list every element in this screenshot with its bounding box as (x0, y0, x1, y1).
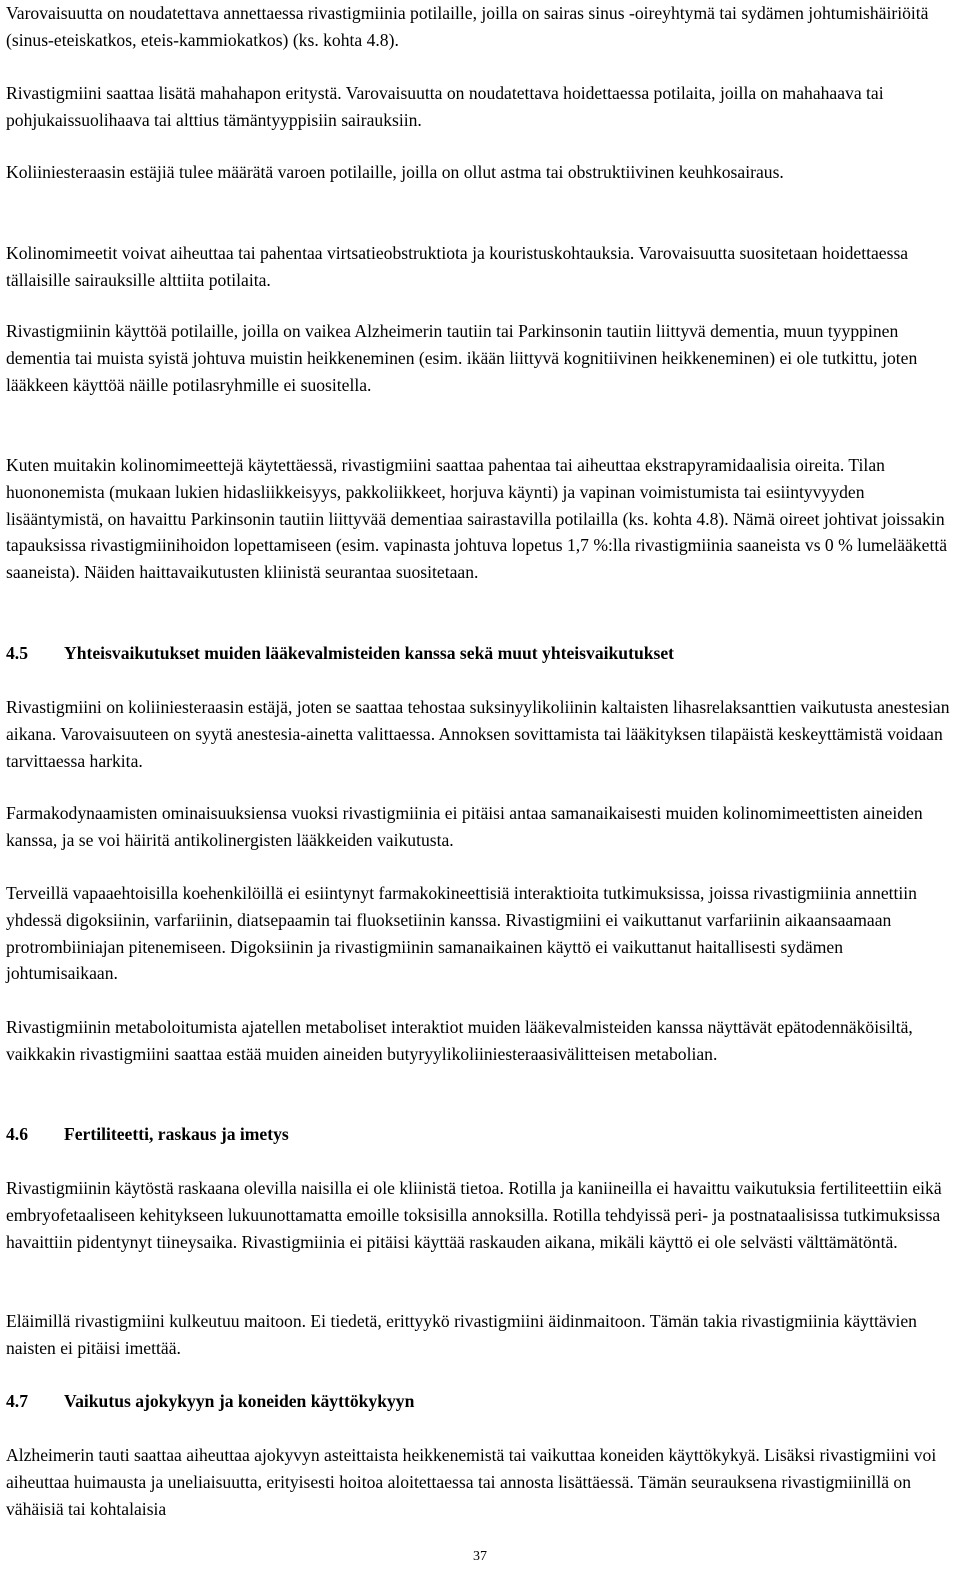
section-heading-4-5 (6, 640, 954, 667)
section-heading-4-7 (6, 1388, 954, 1415)
page-number: 37 (473, 1549, 487, 1564)
paragraph-sinus-warning: Varovaisuutta on noudatettava annettaessa rivastigmiinia potilaille, joilla on sairas sinus -oireyhtymä tai sydämen johtumishäiriöitä (sinus-eteiskatkos, eteis-kammiokatkos) (ks. kohta 4.8). (6, 3, 929, 50)
paragraph-breastfeeding: Eläimillä rivastigmiini kulkeutuu maitoon. Ei tiedetä, erittyykö rivastigmiini äidinmaitoon. Tämän takia rivastigmiinia käyttävien naisten ei pitäisi imettää. (6, 1311, 917, 1358)
section-title: Yhteisvaikutukset muiden lääkevalmisteiden kanssa sekä muut yhteisvaikutukset (64, 643, 675, 663)
section-number: 4.6 (6, 1124, 28, 1144)
paragraph-gastric-warning: Rivastigmiini saattaa lisätä mahahapon eritystä. Varovaisuutta on noudatettava hoidettaessa potilaita, joilla on mahahaava tai pohjukaissuolihaava tai alttius tämäntyyppisiin sairauksiin. (6, 83, 884, 130)
paragraph-pregnancy: Rivastigmiinin käytöstä raskaana olevilla naisilla ei ole kliinistä tietoa. Rotilla ja kaniineilla ei havaittu vaikutuksia fertiliteettiin eikä embryofetaaliseen kehitykseen lukuunottamatta emoille toksisilla annoksilla. Rotilla tehdyissä peri- ja postnataalisissa tutkimuksissa havaittiin pidentynyt tiineysaika. Rivastigmiinia ei pitäisi käyttää raskauden aikana, mikäli käyttö ei ole selvästi välttämätöntä. (6, 1178, 942, 1252)
paragraph-asthma-warning: Koliiniesteraasin estäjiä tulee määrätä varoen potilaille, joilla on ollut astma tai obstruktiivinen keuhkosairaus. (6, 162, 784, 182)
section-number: 4.5 (6, 643, 28, 663)
paragraph-driving: Alzheimerin tauti saattaa aiheuttaa ajokyvyn asteittaista heikkenemistä tai vaikuttaa koneiden käyttökykyä. Lisäksi rivastigmiini voi aiheuttaa huimausta ja uneliaisuutta, erityisesti hoitoa aloitettaessa tai annosta lisättäessä. Tämän seurauksena rivastigmiinillä on vähäisiä tai kohtalaisia (6, 1445, 937, 1519)
section-heading-4-6 (6, 1121, 954, 1148)
paragraph-extrapyramidal: Kuten muitakin kolinomimeettejä käytettäessä, rivastigmiini saattaa pahentaa tai aiheuttaa ekstrapyramidaalisia oireita. Tilan huononemista (mukaan lukien hidasliikkeisyys, pakkoliikkeet, horjuva käynti) ja vapinan voimistumista tai esiintyvyyden lisääntymistä, on havaittu Parkinsonin tautiin liittyvää dementiaa sairastavilla potilailla (ks. kohta 4.8). Nämä oireet johtivat joissakin tapauksissa rivastigmiinihoidon lopettamiseen (esim. vapinasta johtuva lopetus 1,7 %:lla rivastigmiinia saaneista vs 0 % lumelääkettä saaneista). Näiden haittavaikutusten kliinistä seurantaa suositetaan. (6, 455, 948, 583)
paragraph-interactions-pharmacokinetic: Terveillä vapaaehtoisilla koehenkilöillä ei esiintynyt farmakokineettisiä interaktioita tutkimuksissa, joissa rivastigmiinia annettiin yhdessä digoksiinin, varfariinin, diatsepaamin tai fluoksetiinin kanssa. Rivastigmiini ei vaikuttanut varfariinin aikaansaamaan protrombiiniajan pitenemiseen. Digoksiinin ja rivastigmiinin samanaikainen käyttö ei vaikuttanut haitallisesti sydämen johtumisaikaan. (6, 883, 917, 984)
section-title: Vaikutus ajokykyyn ja koneiden käyttökykyyn (64, 1391, 415, 1411)
paragraph-dementia-use: Rivastigmiinin käyttöä potilaille, joilla on vaikea Alzheimerin tautiin tai Parkinsonin tautiin liittyvä dementia, muun tyyppinen dementia tai muista syistä johtuva muistin heikkeneminen (esim. ikään liittyvä kognitiivinen heikkeneminen) ei ole tutkittu, joten lääkkeen käyttöä näille potilasryhmille ei suositella. (6, 321, 918, 395)
paragraph-urinary-warning: Kolinomimeetit voivat aiheuttaa tai pahentaa virtsatieobstruktiota ja kouristuskohtauksia. Varovaisuutta suositetaan hoidettaessa tällaisille sairauksille alttiita potilaita. (6, 243, 909, 290)
paragraph-interactions-anesthesia: Rivastigmiini on koliiniesteraasin estäjä, joten se saattaa tehostaa suksinyylikoliinin kaltaisten lihasrelaksanttien vaikutusta anestesian aikana. Varovaisuuteen on syytä anestesia-ainetta valittaessa. Annoksen sovittamista tai lääkityksen tilapäistä keskeyttämistä voidaan tarvittaessa harkita. (6, 697, 950, 771)
paragraph-interactions-cholinomimetics: Farmakodynaamisten ominaisuuksiensa vuoksi rivastigmiinia ei pitäisi antaa samanaikaisesti muiden kolinomimeettisten aineiden kanssa, ja se voi häiritä antikolinergisten lääkkeiden vaikutusta. (6, 803, 923, 850)
paragraph-interactions-metabolic: Rivastigmiinin metaboloitumista ajatellen metaboliset interaktiot muiden lääkevalmisteiden kanssa näyttävät epätodennäköisiltä, vaikkakin rivastigmiini saattaa estää muiden aineiden butyryylikoliiniesteraasivälitteisen metabolian. (6, 1017, 913, 1064)
section-title: Fertiliteetti, raskaus ja imetys (64, 1124, 289, 1144)
section-number: 4.7 (6, 1391, 28, 1411)
